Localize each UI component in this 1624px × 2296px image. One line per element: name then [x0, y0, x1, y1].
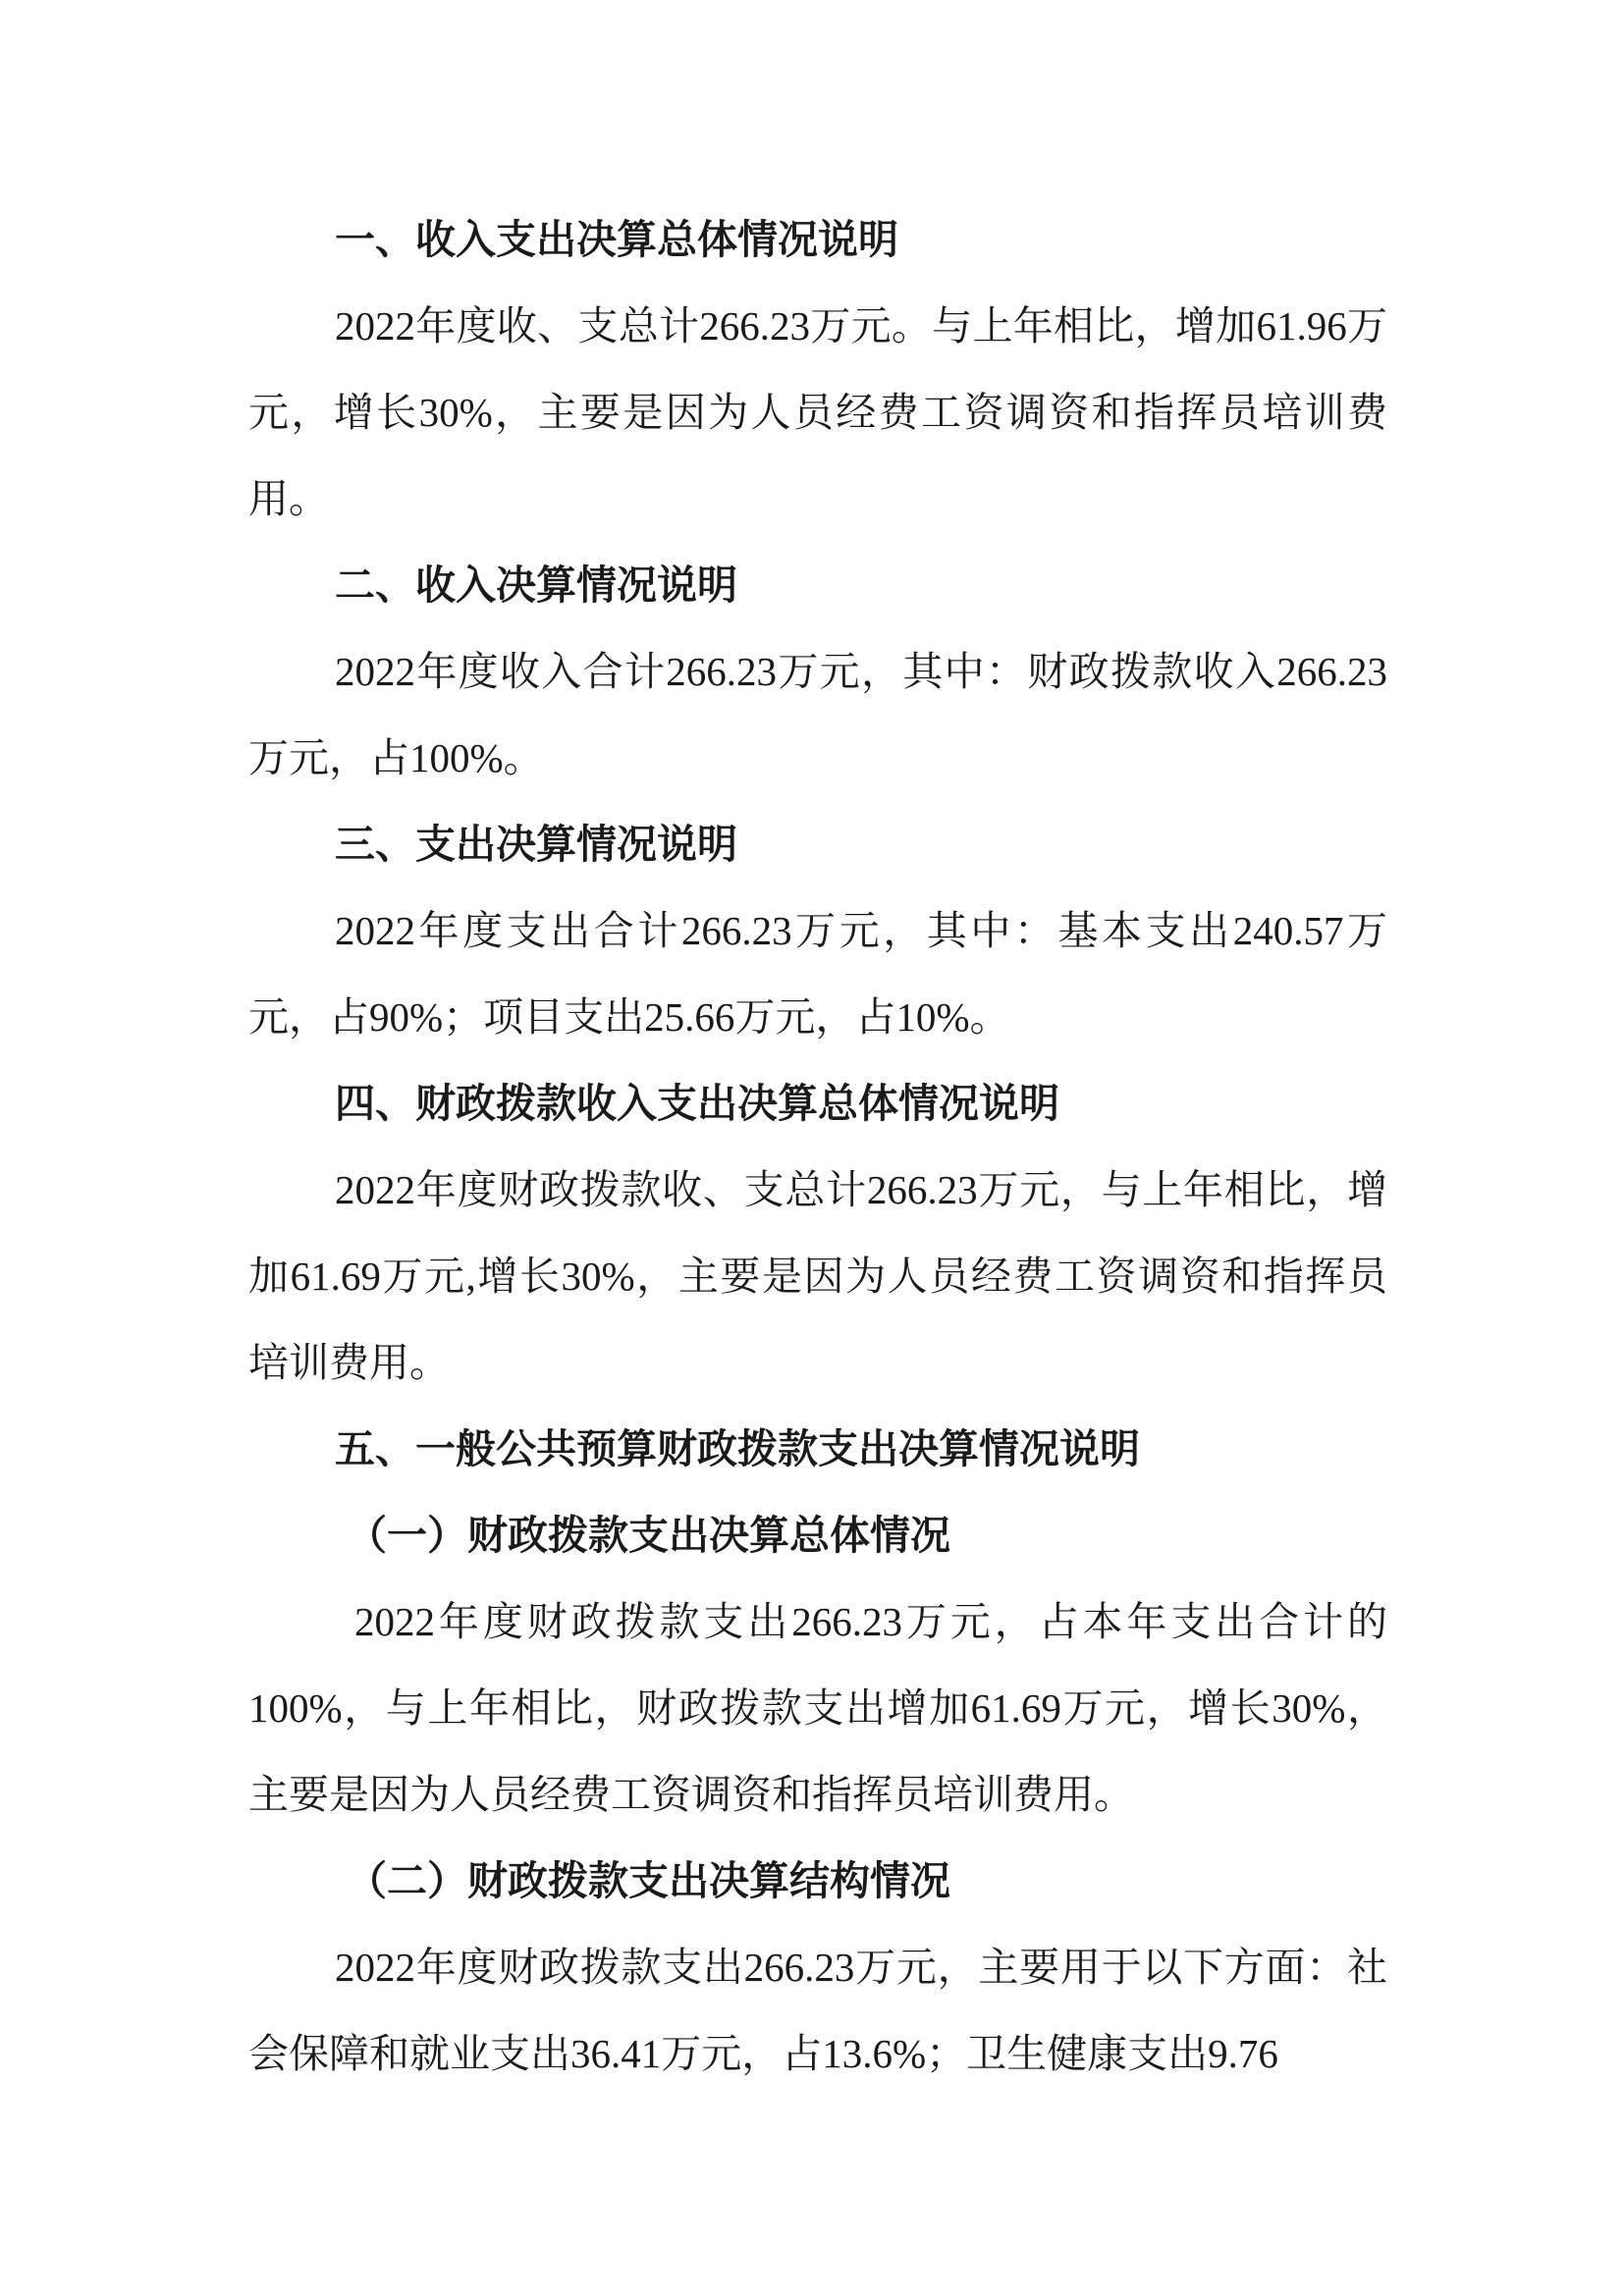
- section-1-heading: 一、收入支出决算总体情况说明: [335, 216, 898, 263]
- subsection-5-2-heading: （二）财政拨款支出决算结构情况: [347, 1857, 950, 1904]
- subsection-5-1-heading: （一）财政拨款支出决算总体情况: [347, 1512, 950, 1559]
- section-4-heading: 四、财政拨款收入支出决算总体情况说明: [335, 1080, 1059, 1127]
- section-3-heading: 三、支出决算情况说明: [335, 821, 737, 868]
- document-body: [248, 196, 1387, 2097]
- section-3-paragraph: 2022年度支出合计266.23万元，其中：基本支出240.57万元，占90%；项目支出25.66万元，占10%。: [248, 908, 1387, 1040]
- section-2-heading: 二、收入决算情况说明: [335, 561, 737, 609]
- subsection-5-2-paragraph: 2022年度财政拨款支出266.23万元，主要用于以下方面：社会保障和就业支出36.41万元，占13.6%；卫生健康支出9.76: [248, 1945, 1387, 2076]
- section-1-paragraph: 2022年度收、支总计266.23万元。与上年相比，增加61.96万元，增长30%，主要是因为人员经费工资调资和指挥员培训费用。: [248, 303, 1387, 521]
- subsection-5-1-paragraph: 2022年度财政拨款支出266.23万元，占本年支出合计的100%，与上年相比，财政拨款支出增加61.69万元，增长30%，主要是因为人员经费工资调资和指挥员培训费用。: [248, 1599, 1387, 1817]
- section-2-paragraph: 2022年度收入合计266.23万元，其中：财政拨款收入266.23万元，占100%。: [248, 649, 1387, 780]
- section-5-heading: 五、一般公共预算财政拨款支出决算情况说明: [335, 1425, 1140, 1472]
- section-4-paragraph: 2022年度财政拨款收、支总计266.23万元，与上年相比，增加61.69万元,增长30%，主要是因为人员经费工资调资和指挥员培训费用。: [248, 1167, 1387, 1385]
